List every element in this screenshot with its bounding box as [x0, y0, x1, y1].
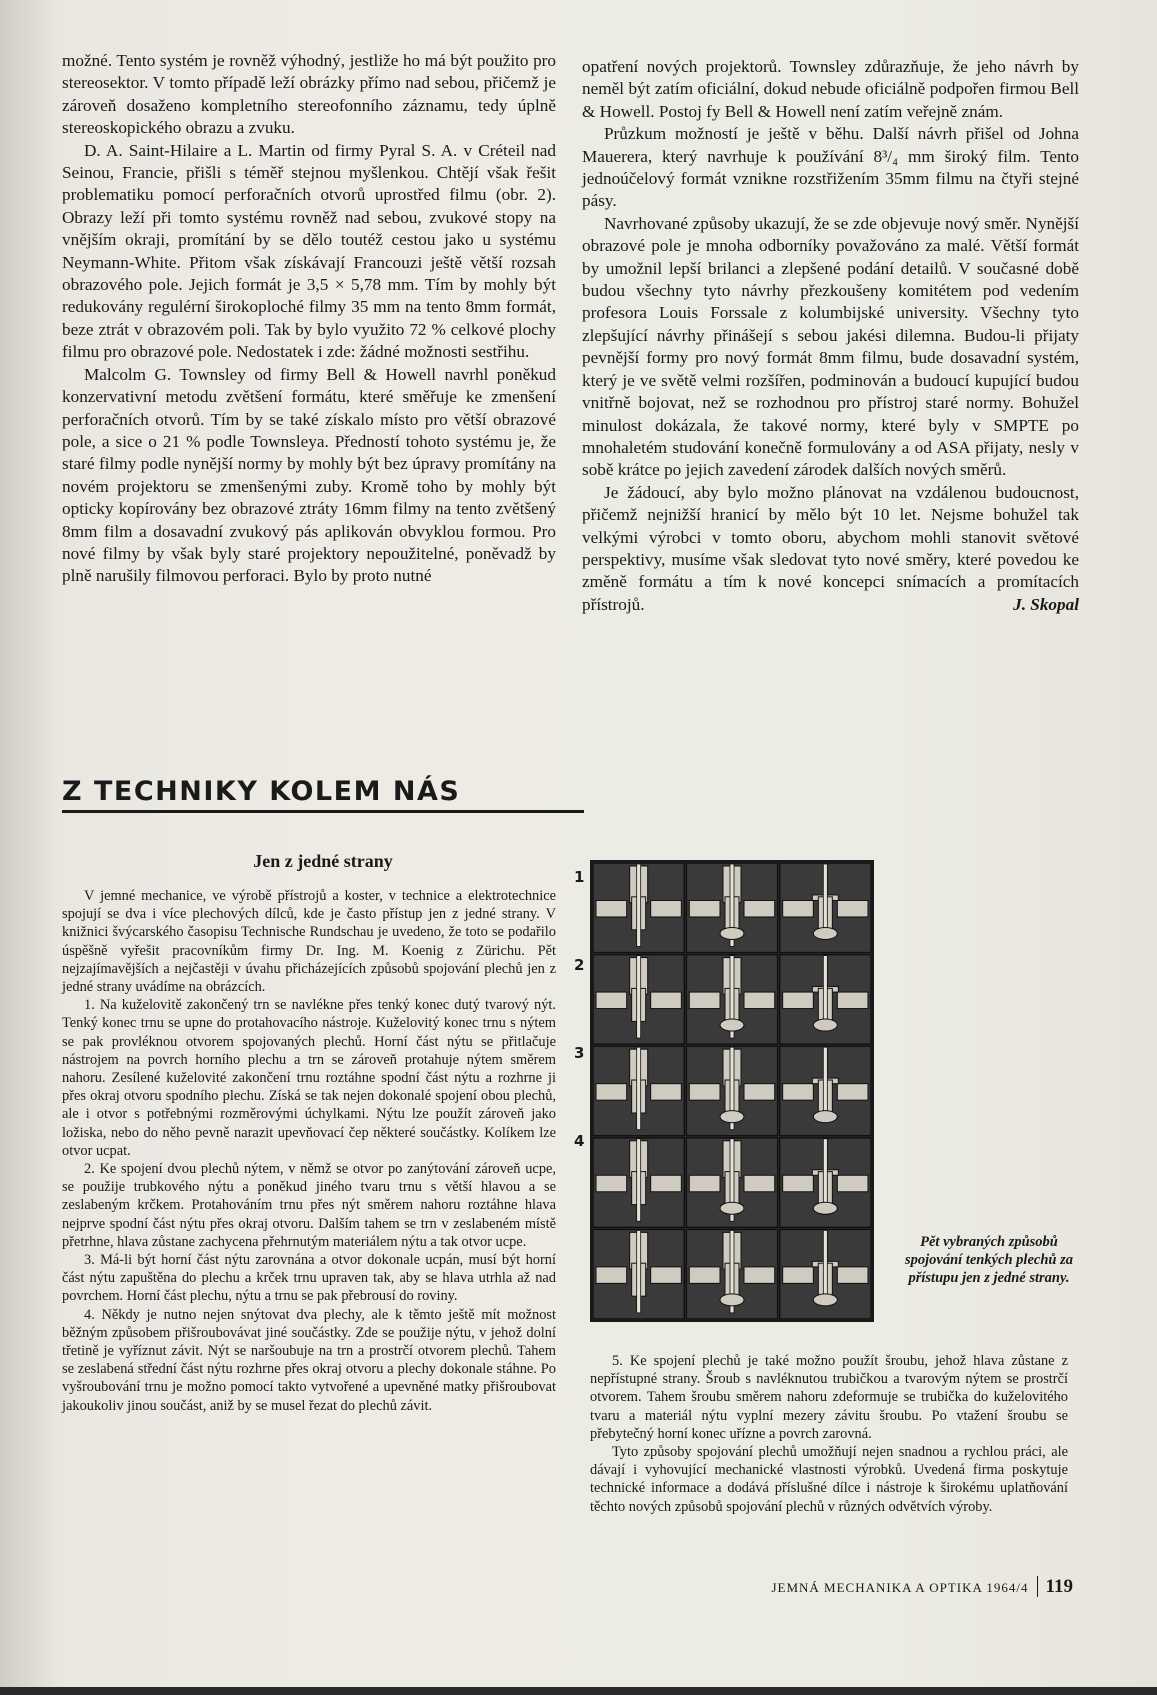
top-right-column — [582, 56, 1079, 617]
plate-left — [596, 1084, 627, 1100]
rivet-flare — [813, 1294, 837, 1306]
plate-left — [783, 1175, 814, 1191]
paragraph: 1. Na kuželovitě zakončený trn se navlékne přes tenký konec dutý tvarový nýt. Tenký konec trnu se upne do protahovacího nástroje. Kuželovitý konec trnu s nýtem se pak provléknou otvorem spojovaných plechů. Horní část nýtu se přitlačuje nástrojem na povrch horního plechu a trn se zároveň protahuje nýtem směrem nahoru. Zesílené kuželovité zakončení trnu roztáhne spodní část nýtu a rozhrne ji přes okraj otvoru spodního plechu. Získá se tak nejen dokonalé spojení obou plechů, ale i otvor s potřebnými rozměrovými úchylkami. Nýtu lze použít zároveň jako ložiska, nebo do něho pevně narazit upevňovací čep některé součástky. Kolíkem lze otvor ucpat. — [62, 997, 556, 1159]
paragraph: 2. Ke spojení dvou plechů nýtem, v němž se otvor po zanýtování zároveň ucpe, se použije trubkového nýtu a poněkud jiného tvaru trnu s větší hlavou a se zeslabeným krčkem. Protahováním trnu přes nýt směrem nahoru roztáhne hlava nejprve spodní část nýtu přes okraj otvoru. Dalším tahem se trn v zeslabeném místě přetrhne, hlava zůstane zachycena přehrnutým materiálem nýtu a tak otvor ucpe. — [62, 1161, 556, 1250]
plate-right — [744, 900, 775, 916]
paragraph: opatření nových projektorů. Townsley zdůrazňuje, že jeho návrh by neměl být zatím oficiální, dokud nebude oficiálně podpořen firmou Bell & Howell. Postoj fy Bell & Howell není zatím veřejně znám. — [582, 57, 1079, 121]
paragraph: Malcolm G. Townsley od firmy Bell & Howell navrhl poněkud konzervativní metodu zvětšení formátu, které směřuje ke zmenšení perforačních otvorů. Tím by se také získalo místo pro větší obrazové pole, a sice o 21 % podle Townsleya. Předností tohoto systému je, že staré filmy podle nynější normy by mohly být bez úpravy promítány na novém projektoru se zmenšenými zuby. Kromě toho by mohly být opticky kopírovány bez obrazové ztráty 16mm filmy na tento zvětšený 8mm film a dosavadní zvukový pás aplikován obvyklou formou. Pro nové filmy by však byly staré projektory nepoužitelné, poněvadž by plně narušily filmovou perforaci. Bylo by proto nutné — [62, 364, 556, 586]
mandrel — [823, 1047, 827, 1111]
plate-left — [783, 1084, 814, 1100]
rivet-flare — [813, 1202, 837, 1214]
paragraph: D. A. Saint-Hilaire a L. Martin od firmy Pyral S. A. v Créteil nad Seinou, Francie, přišli s téměř stejnou myšlenkou. Chtějí však řešit problematiku pomocí perforačních otvorů uprostřed filmu (obr. 2). Obrazy leží při tomto systému rovněž nad sebou, zvukové stopy na vnějším okraji, promítání by se dělo toutéž cestou jako u systému Neymann-White. Přitom však získávají Francouzi ještě větší rozsah obrazového pole. Jejich formát je 3,5 × 5,78 mm. Tím by mohly být redukovány regulérní širokoploché filmy 35 mm na tento 8mm formát, beze ztrát v obrazovém poli. Tak by bylo využito 72 % celkové plochy filmu pro obrazové pole. Nedostatek i zde: žádné možnosti sestřihu. — [62, 140, 556, 362]
rivet-flare — [813, 1019, 837, 1031]
rivet-figure — [590, 860, 874, 1322]
paragraph: Navrhované způsoby ukazují, že se zde objevuje nový směr. Nynější obrazové pole je mnoha odborníky považováno za malé. Větší formát by umožnil lepší brilanci a zlepšené podání detailů. V současné době budou všechny tyto návrhy přezkoušeny komitétem pod vedením profesora Louis Forssale z kolumbijské university. Všechny tyto zlepšující návrhy přinášejí s sebou jakési dilemna. Budou-li přijaty pevnější formy pro nový formát 8mm filmu, bude dosavadní systém, který je ve světě velmi rozšířen, podminován a budoucí kupující budou vnitřně bojovat, než se rozhodnou pro přístroj staré normy. Bohužel minulost dokázala, že takové normy, které byly v SMPTE po mnohaletém studování konečně formulovány a od ASA přijaty, nesly v sobě krátce po jejich zavedení zárodek dalších nových směrů. — [582, 213, 1079, 480]
page-footer — [745, 1576, 1073, 1598]
mandrel — [823, 1230, 827, 1294]
paragraph: 4. Někdy je nutno nejen snýtovat dva plechy, ale k těmto ještě mít možnost běžným způsobem přišroubovávat jiné součástky. Zde se použije nýtu, v jehož dolní třetině je vyříznut závit. Nýt se naršoubuje na trn a prostrčí otvorem plechů. Tahem se zeslabená střední část nýtu rozhrne přes okraj otvoru a plechy dokonale stáhne. Po vyšroubování trnu je možno pomocí takto vytvořené a upevněné matky přišroubovat jakoukoliv jinou součást, aniž by se musel řezat do plechů závit. — [62, 1306, 556, 1414]
journal-name: JEMNÁ MECHANIKA A OPTIKA 1964/4 — [771, 1580, 1029, 1595]
mandrel — [823, 956, 827, 1020]
paragraph: Je žádoucí, aby bylo možno plánovat na vzdálenou budoucnost, přičemž nejnižší hranicí by mělo být 10 let. Nejsme bohužel tak velkými výrobci v tomto oboru, abychom mohli stanovit světové perspektivy, musíme však sledovat tyto nové směry, které povedou ke změně formátu a tím k nové koncepci snímacích a promítacích přístrojů. — [582, 482, 1079, 614]
mandrel — [637, 1230, 641, 1312]
article-title: Jen z jedné strany — [253, 851, 393, 871]
plate-left — [783, 1267, 814, 1283]
plate-right — [837, 1175, 868, 1191]
plate-left — [783, 900, 814, 916]
rivet-flare — [720, 927, 744, 939]
figure-row-number: 3 — [574, 1044, 585, 1062]
plate-right — [651, 1084, 682, 1100]
page-number: 119 — [1037, 1576, 1073, 1597]
plate-right — [744, 1175, 775, 1191]
bottom-right-column — [590, 1352, 1068, 1516]
mandrel — [637, 1047, 641, 1129]
mandrel — [637, 1139, 641, 1221]
plate-right — [744, 1267, 775, 1283]
plate-right — [651, 992, 682, 1008]
plate-right — [744, 1084, 775, 1100]
plate-left — [596, 1267, 627, 1283]
paragraph: 3. Má-li být horní část nýtu zarovnána a otvor dokonale ucpán, musí být horní část nýtu zapuštěna do plechu a krček trnu upraven tak, aby se hlava utrhla až nad povrchem. Horní část plechu, nýtu a trnu se pak přebrousí do roviny. — [62, 1252, 556, 1305]
plate-right — [651, 1267, 682, 1283]
section-heading: Z TECHNIKY KOLEM NÁS — [62, 776, 584, 813]
plate-right — [837, 992, 868, 1008]
rivet-flare — [720, 1111, 744, 1123]
top-left-column — [62, 50, 556, 588]
paragraph: možné. Tento systém je rovněž výhodný, jestliže ho má být použito pro stereosektor. V tomto případě leží obrázky přímo nad sebou, přičemž je zároveň dosaženo kompletního stereofonního záznamu, tedy úplně stereoskopického obrazu a zvuku. — [62, 51, 556, 138]
paragraph: V jemné mechanice, ve výrobě přístrojů a koster, v technice a elektrotechnice spojují se dva i více plechových dílců, kde je často přístup jen z jedné strany. V knižnici švýcarského časopisu Technische Rundschau je uvedeno, že toto se podařilo úspěšně vyřešit pracovníkům firmy Dr. Ing. M. Koenig z Zürichu. Pět nejzajímavějších a nejčastěji v úvahu přicházejících způsobů spojování plechů jen z jedné strany uvádíme na obrázcích. — [62, 888, 556, 996]
rivet-flare — [720, 1019, 744, 1031]
rivet-flare — [720, 1294, 744, 1306]
figure-row-number: 2 — [574, 956, 585, 974]
paragraph: Průzkum možností je ještě v běhu. Další návrh přišel od Johna Mauerera, který navrhuje k používání 8³/₄ mm široký film. Tento jednoúčelový formát vznikne rozstřižením 35mm filmu na čtyři stejné pásy. — [582, 124, 1079, 211]
scan-edge — [0, 1687, 1157, 1695]
mandrel — [823, 864, 827, 928]
plate-left — [596, 992, 627, 1008]
plate-left — [596, 900, 627, 916]
plate-right — [837, 1267, 868, 1283]
figure-row-number: 1 — [574, 868, 585, 886]
mandrel — [823, 1139, 827, 1203]
plate-left — [783, 992, 814, 1008]
plate-left — [689, 992, 720, 1008]
paragraph: 5. Ke spojení plechů je také možno použít šroubu, jehož hlava zůstane z nepřístupné strany. Šroub s navléknutou trubičkou a tvarovým nýtem se prostrčí otvorem. Tahem šroubu směrem nahoru zdeformuje se trubička do kuželovitého tvaru a materiál nýtu vyplní mezery závitu šroubu. Po vtažení šroubu se přebytečný horní konec uřízne a povrch zarovná. — [590, 1353, 1068, 1442]
bottom-left-column — [62, 887, 556, 1415]
rivet-flare — [720, 1202, 744, 1214]
plate-right — [744, 992, 775, 1008]
author-signature: J. Skopal — [1013, 595, 1079, 615]
plate-right — [837, 1084, 868, 1100]
plate-left — [689, 1084, 720, 1100]
plate-left — [689, 1267, 720, 1283]
mandrel — [637, 956, 641, 1038]
paragraph: Tyto způsoby spojování plechů umožňují nejen snadnou a rychlou práci, ale dávají i vyhovující mechanické vlastnosti výrobků. Uvedená firma poskytuje technické informace a dodává příslušné dílce i nástroje k širokému uplatňování těchto nových způsobů spojování plechů v různých odvětvích výroby. — [590, 1444, 1068, 1515]
rivet-flare — [813, 927, 837, 939]
plate-left — [596, 1175, 627, 1191]
figure-row-number: 4 — [574, 1132, 585, 1150]
figure-caption: Pět vybraných způsobů spojování tenkých plechů za přístupu jen z jedné strany. — [905, 1234, 1073, 1286]
mandrel — [637, 864, 641, 946]
rivet-figure-drawing — [592, 862, 872, 1320]
plate-right — [651, 1175, 682, 1191]
plate-left — [689, 1175, 720, 1191]
plate-right — [837, 900, 868, 916]
plate-left — [689, 900, 720, 916]
rivet-flare — [813, 1111, 837, 1123]
plate-right — [651, 900, 682, 916]
